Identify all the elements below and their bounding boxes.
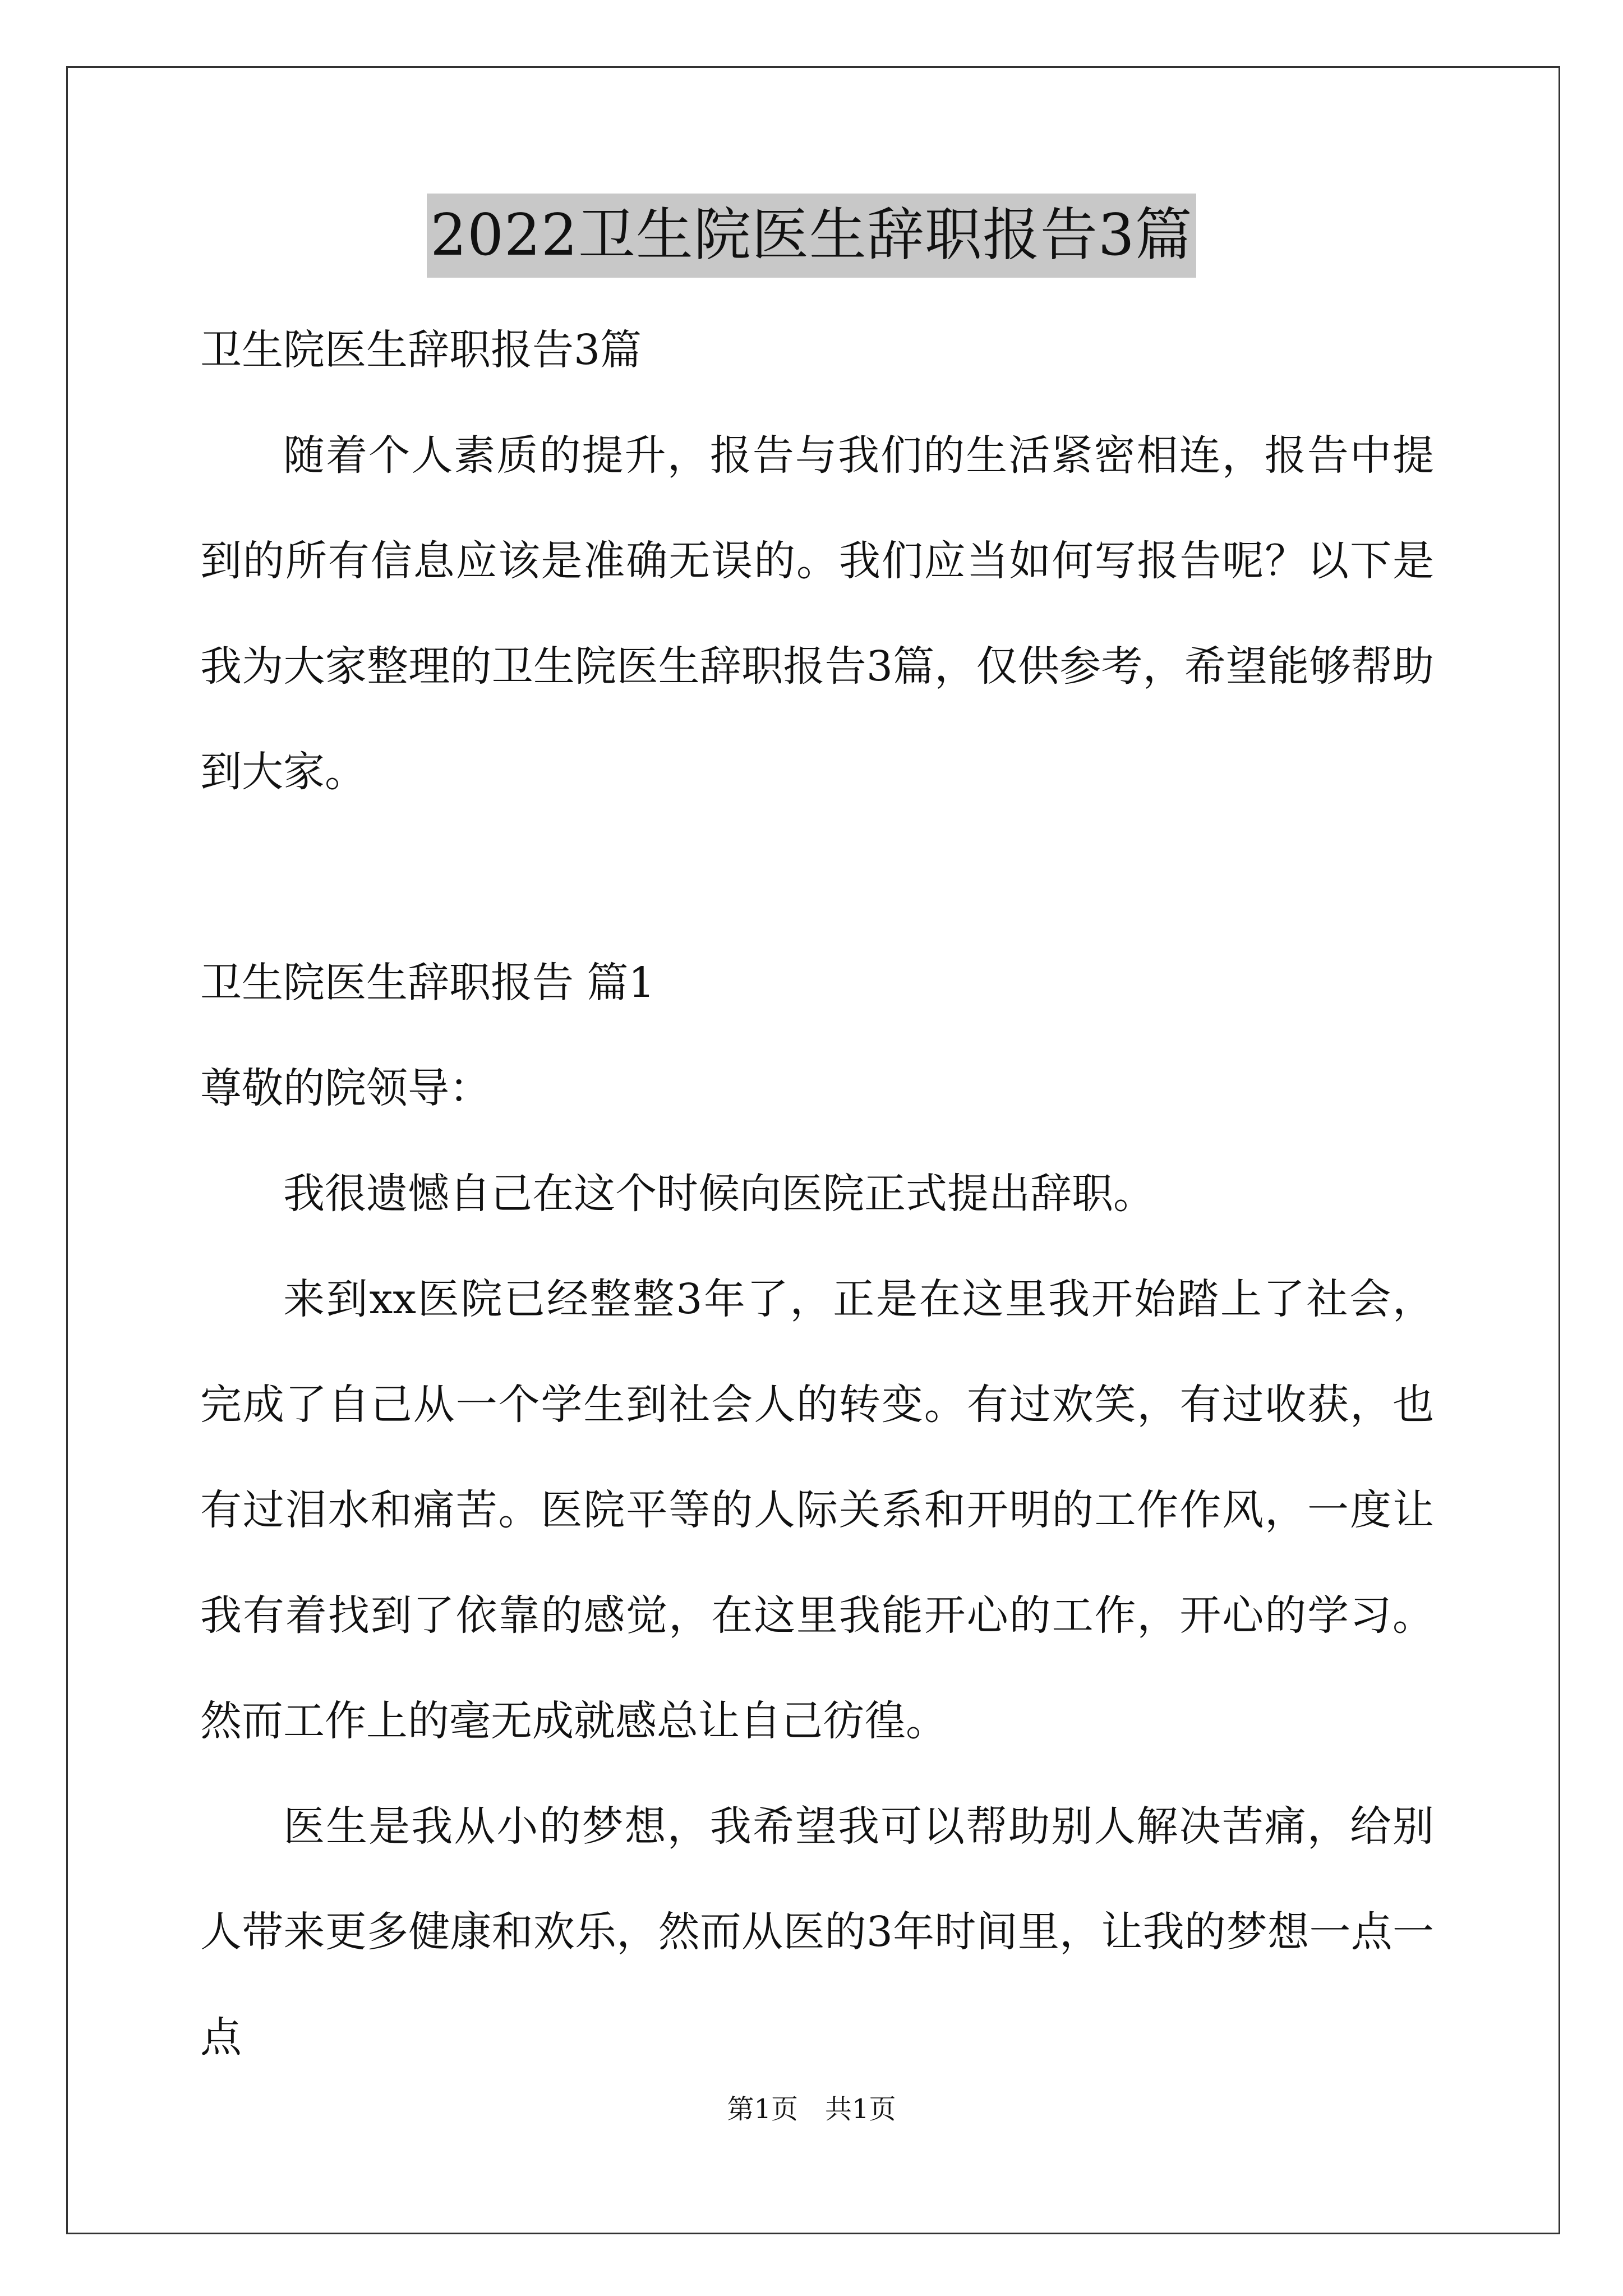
page-total: 共1页 xyxy=(825,2093,896,2125)
title-container xyxy=(0,194,1623,278)
salutation: 尊敬的院领导： xyxy=(200,1064,491,1112)
body-paragraph-1: 我很遗憾自己在这个时候向医院正式提出辞职。 xyxy=(283,1170,1155,1218)
section-heading: 卫生院医生辞职报告 篇1 xyxy=(200,959,655,1007)
document-title: 2022卫生院医生辞职报告3篇 xyxy=(427,194,1196,278)
document-body xyxy=(200,297,1434,2090)
body-paragraph-3: 医生是我从小的梦想，我希望我可以帮助别人解决苦痛，给别人带来更多健康和欢乐，然而从医的3年时间里，让我的梦想一点一点 xyxy=(200,1802,1434,2062)
page-footer xyxy=(0,2090,1623,2129)
intro-paragraph: 随着个人素质的提升，报告与我们的生活紧密相连，报告中提到的所有信息应该是准确无误的。我们应当如何写报告呢？以下是我为大家整理的卫生院医生辞职报告3篇，仅供参考，希望能够帮助到大家。 xyxy=(200,431,1434,796)
body-paragraph-2: 来到xx医院已经整整3年了，正是在这里我开始踏上了社会，完成了自己从一个学生到社会人的转变。有过欢笑，有过收获，也有过泪水和痛苦。医院平等的人际关系和开明的工作作风，一度让我有着找到了依靠的感觉，在这里我能开心的工作，开心的学习。然而工作上的毫无成就感总让自己彷徨。 xyxy=(200,1275,1434,1745)
document-subtitle: 卫生院医生辞职报告3篇 xyxy=(200,326,642,374)
page-number: 第1页 xyxy=(727,2093,798,2125)
